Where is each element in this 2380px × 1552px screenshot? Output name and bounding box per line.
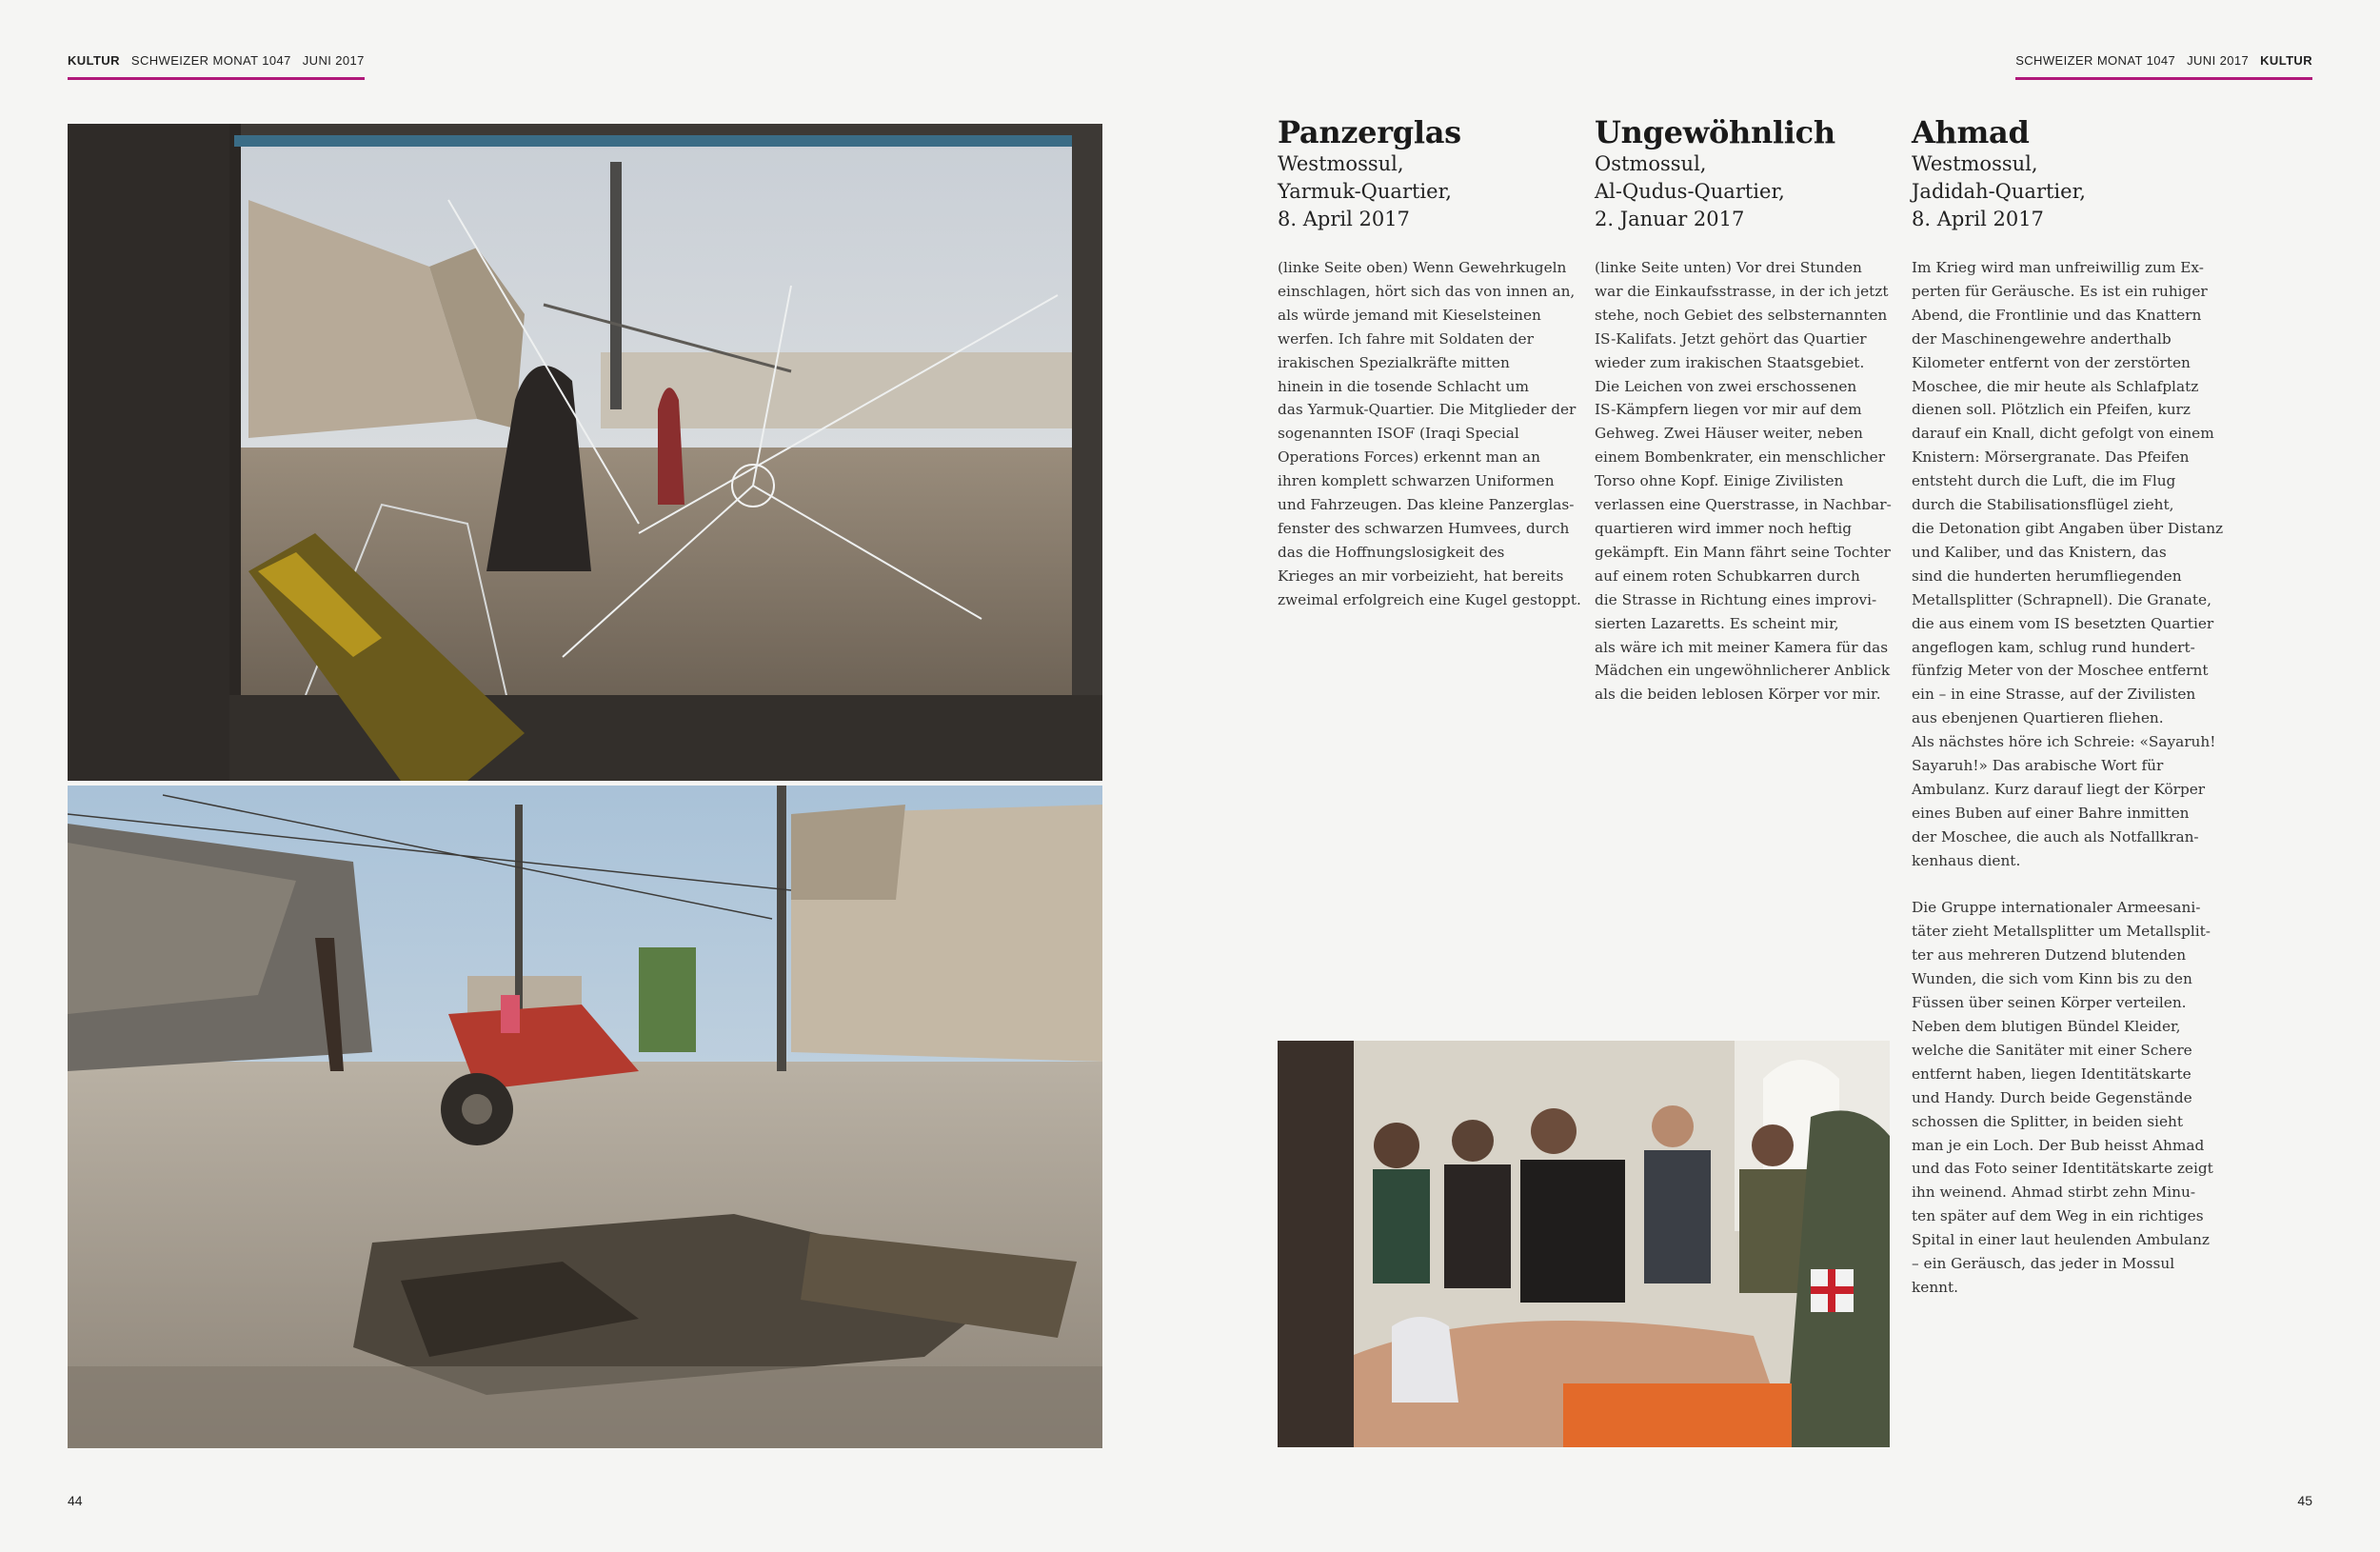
header-magazine: SCHWEIZER MONAT 1047 (2015, 53, 2176, 68)
body-line: man je ein Loch. Der Bub heisst Ahmad (1912, 1136, 2205, 1154)
body-line: dienen soll. Plötzlich ein Pfeifen, kurz (1912, 401, 2191, 419)
body-line: Kilometer entfernt von der zerstörten (1912, 353, 2191, 371)
body-line: quartieren wird immer noch heftig (1595, 519, 1853, 537)
body-line: die Detonation gibt Angaben über Distanz (1912, 519, 2224, 537)
body-line: zweimal erfolgreich eine Kugel gestoppt. (1278, 590, 1581, 608)
article-location (1278, 150, 1563, 233)
location-line: Jadidah-Quartier, (1912, 180, 2086, 203)
body-line: Mädchen ein ungewöhnlicherer Anblick (1595, 662, 1891, 680)
location-date: 8. April 2017 (1912, 208, 2044, 230)
body-line: Gehweg. Zwei Häuser weiter, neben (1595, 425, 1863, 443)
body-line: das die Hoffnungslosigkeit des (1278, 543, 1505, 561)
body-line: hinein in die tosende Schlacht um (1278, 377, 1529, 395)
location-line: Al-Qudus-Quartier, (1595, 180, 1785, 203)
body-line: durch die Stabilisationsflügel zieht, (1912, 496, 2174, 514)
body-line: perten für Geräusche. Es ist ein ruhiger (1912, 282, 2208, 300)
header-section: KULTUR (68, 53, 120, 68)
location-line: Westmossul, (1278, 152, 1404, 175)
body-line: Operations Forces) erkennt man an (1278, 448, 1540, 467)
body-line: das Yarmuk-Quartier. Die Mitglieder der (1278, 401, 1577, 419)
body-line: der Moschee, die auch als Notfallkran- (1912, 827, 2199, 846)
body-line: eines Buben auf einer Bahre inmitten (1912, 804, 2190, 822)
body-line: Neben dem blutigen Bündel Kleider, (1912, 1017, 2181, 1035)
body-line: auf einem roten Schubkarren durch (1595, 567, 1860, 585)
body-line: IS-Kalifats. Jetzt gehört das Quartier (1595, 329, 1867, 348)
article-location (1595, 150, 1880, 233)
body-line: Abend, die Frontlinie und das Knattern (1912, 306, 2202, 324)
article-body (1912, 896, 2213, 1299)
body-line: ein – in eine Strasse, auf der Zivilisten (1912, 686, 2196, 704)
body-line: Sayaruh!» Das arabische Wort für (1912, 757, 2164, 775)
location-line: Ostmossul, (1595, 152, 1707, 175)
body-line: Wunden, die sich vom Kinn bis zu den (1912, 970, 2192, 988)
body-line: fünfzig Meter von der Moschee entfernt (1912, 662, 2209, 680)
article-title: Panzerglas (1278, 114, 1461, 150)
body-line: ihn weinend. Ahmad stirbt zehn Minu- (1912, 1184, 2196, 1202)
photo-ungewoehnlich-drawing (68, 786, 1102, 1448)
body-line: entfernt haben, liegen Identitätskarte (1912, 1065, 2192, 1083)
location-line: Yarmuk-Quartier, (1278, 180, 1452, 203)
body-line: aus ebenjenen Quartieren fliehen. (1912, 709, 2164, 727)
article-column-panzerglas (1278, 114, 1581, 612)
body-line: sogenannten ISOF (Iraqi Special (1278, 425, 1519, 443)
body-line: Torso ohne Kopf. Einige Zivilisten (1595, 472, 1844, 490)
body-line: als die beiden leblosen Körper vor mir. (1595, 686, 1881, 704)
body-line: darauf ein Knall, dicht gefolgt von einem (1912, 425, 2214, 443)
body-line: Füssen über seinen Körper verteilen. (1912, 994, 2187, 1012)
body-line: Die Leichen von zwei erschossenen (1595, 377, 1857, 395)
body-line: war die Einkaufsstrasse, in der ich jetzt (1595, 282, 1889, 300)
body-line: verlassen eine Querstrasse, in Nachbar- (1595, 496, 1892, 514)
body-line: Moschee, die mir heute als Schlafplatz (1912, 377, 2199, 395)
article-location (1912, 150, 2197, 233)
body-line: kennt. (1912, 1278, 1959, 1296)
body-line: Die Gruppe internationaler Armeesani- (1912, 899, 2201, 917)
body-line: ten später auf dem Weg in ein richtiges (1912, 1207, 2204, 1225)
body-line: werfen. Ich fahre mit Soldaten der (1278, 329, 1534, 348)
body-line: Metallsplitter (Schrapnell). Die Granate, (1912, 590, 2211, 608)
body-line: die Strasse in Richtung eines improvi- (1595, 590, 1877, 608)
body-line: (linke Seite unten) Vor drei Stunden (1595, 259, 1862, 276)
body-line: täter zieht Metallsplitter um Metallsplit- (1912, 923, 2211, 941)
body-line: (linke Seite oben) Wenn Gewehrkugeln (1278, 259, 1567, 276)
article-column-ahmad (1912, 114, 2224, 1300)
body-line: gekämpft. Ein Mann fährt seine Tochter (1595, 543, 1891, 561)
body-line: sierten Lazaretts. Es scheint mir, (1595, 614, 1839, 632)
body-line: entsteht durch die Luft, die im Flug (1912, 472, 2176, 490)
body-line: – ein Geräusch, das jeder in Mossul (1912, 1255, 2175, 1273)
photo-ahmad (1278, 1041, 1890, 1447)
body-line: Krieges an mir vorbeizieht, hat bereits (1278, 567, 1564, 585)
photo-panzerglas-drawing (68, 124, 1102, 781)
body-line: einschlagen, hört sich das von innen an, (1278, 282, 1576, 300)
body-line: als würde jemand mit Kieselsteinen (1278, 306, 1541, 324)
body-line: Ambulanz. Kurz darauf liegt der Körper (1912, 780, 2206, 798)
header-section: KULTUR (2260, 53, 2312, 68)
body-line: die aus einem vom IS besetzten Quartier (1912, 614, 2214, 632)
article-column-ungewoehnlich (1595, 114, 1892, 706)
body-line: und das Foto seiner Identitätskarte zeigt (1912, 1160, 2213, 1178)
running-header-right (2015, 53, 2312, 80)
body-line: schossen die Splitter, in beiden sieht (1912, 1112, 2184, 1130)
body-line: Im Krieg wird man unfreiwillig zum Ex- (1912, 259, 2204, 276)
body-line: und Kaliber, und das Knistern, das (1912, 543, 2167, 561)
body-line: irakischen Spezialkräfte mitten (1278, 353, 1510, 371)
body-line: IS-Kämpfern liegen vor mir auf dem (1595, 401, 1862, 419)
photo-panzerglas (68, 124, 1102, 781)
body-line: sind die hunderten herumfliegenden (1912, 567, 2182, 585)
article-body (1912, 256, 2224, 873)
body-line: einem Bombenkrater, ein menschlicher (1595, 448, 1886, 467)
body-line: der Maschinengewehre anderthalb (1912, 329, 2172, 348)
page-number-right: 45 (2297, 1493, 2312, 1508)
body-line: kenhaus dient. (1912, 851, 2021, 869)
body-line: ter aus mehreren Dutzend blutenden (1912, 946, 2187, 965)
body-line: wieder zum irakischen Staatsgebiet. (1595, 353, 1865, 371)
body-line: ihren komplett schwarzen Uniformen (1278, 472, 1555, 490)
body-line: Als nächstes höre ich Schreie: «Sayaruh! (1912, 733, 2216, 751)
page-number-left: 44 (68, 1493, 83, 1508)
location-date: 8. April 2017 (1278, 208, 1410, 230)
article-body (1595, 256, 1892, 706)
location-date: 2. Januar 2017 (1595, 208, 1745, 230)
body-line: und Handy. Durch beide Gegenstände (1912, 1088, 2192, 1106)
body-line: fenster des schwarzen Humvees, durch (1278, 519, 1570, 537)
body-line: angeflogen kam, schlug rund hundert- (1912, 638, 2195, 656)
header-date: JUNI 2017 (2187, 53, 2250, 68)
article-title: Ahmad (1912, 114, 2030, 150)
body-line: Spital in einer laut heulenden Ambulanz (1912, 1231, 2210, 1249)
running-header-left (68, 53, 365, 80)
body-line: und Fahrzeugen. Das kleine Panzerglas- (1278, 496, 1575, 514)
header-magazine: SCHWEIZER MONAT 1047 (130, 53, 291, 68)
body-line: als wäre ich mit meiner Kamera für das (1595, 638, 1889, 656)
body-line: Knistern: Mörsergranate. Das Pfeifen (1912, 448, 2190, 467)
location-line: Westmossul, (1912, 152, 2038, 175)
photo-ungewoehnlich (68, 786, 1102, 1448)
body-line: welche die Sanitäter mit einer Schere (1912, 1041, 2192, 1059)
body-line: stehe, noch Gebiet des selbsternannten (1595, 306, 1888, 324)
article-title: Ungewöhnlich (1595, 114, 1835, 150)
header-date: JUNI 2017 (302, 53, 365, 68)
article-body (1278, 256, 1581, 612)
photo-ahmad-drawing (1278, 1041, 1890, 1447)
